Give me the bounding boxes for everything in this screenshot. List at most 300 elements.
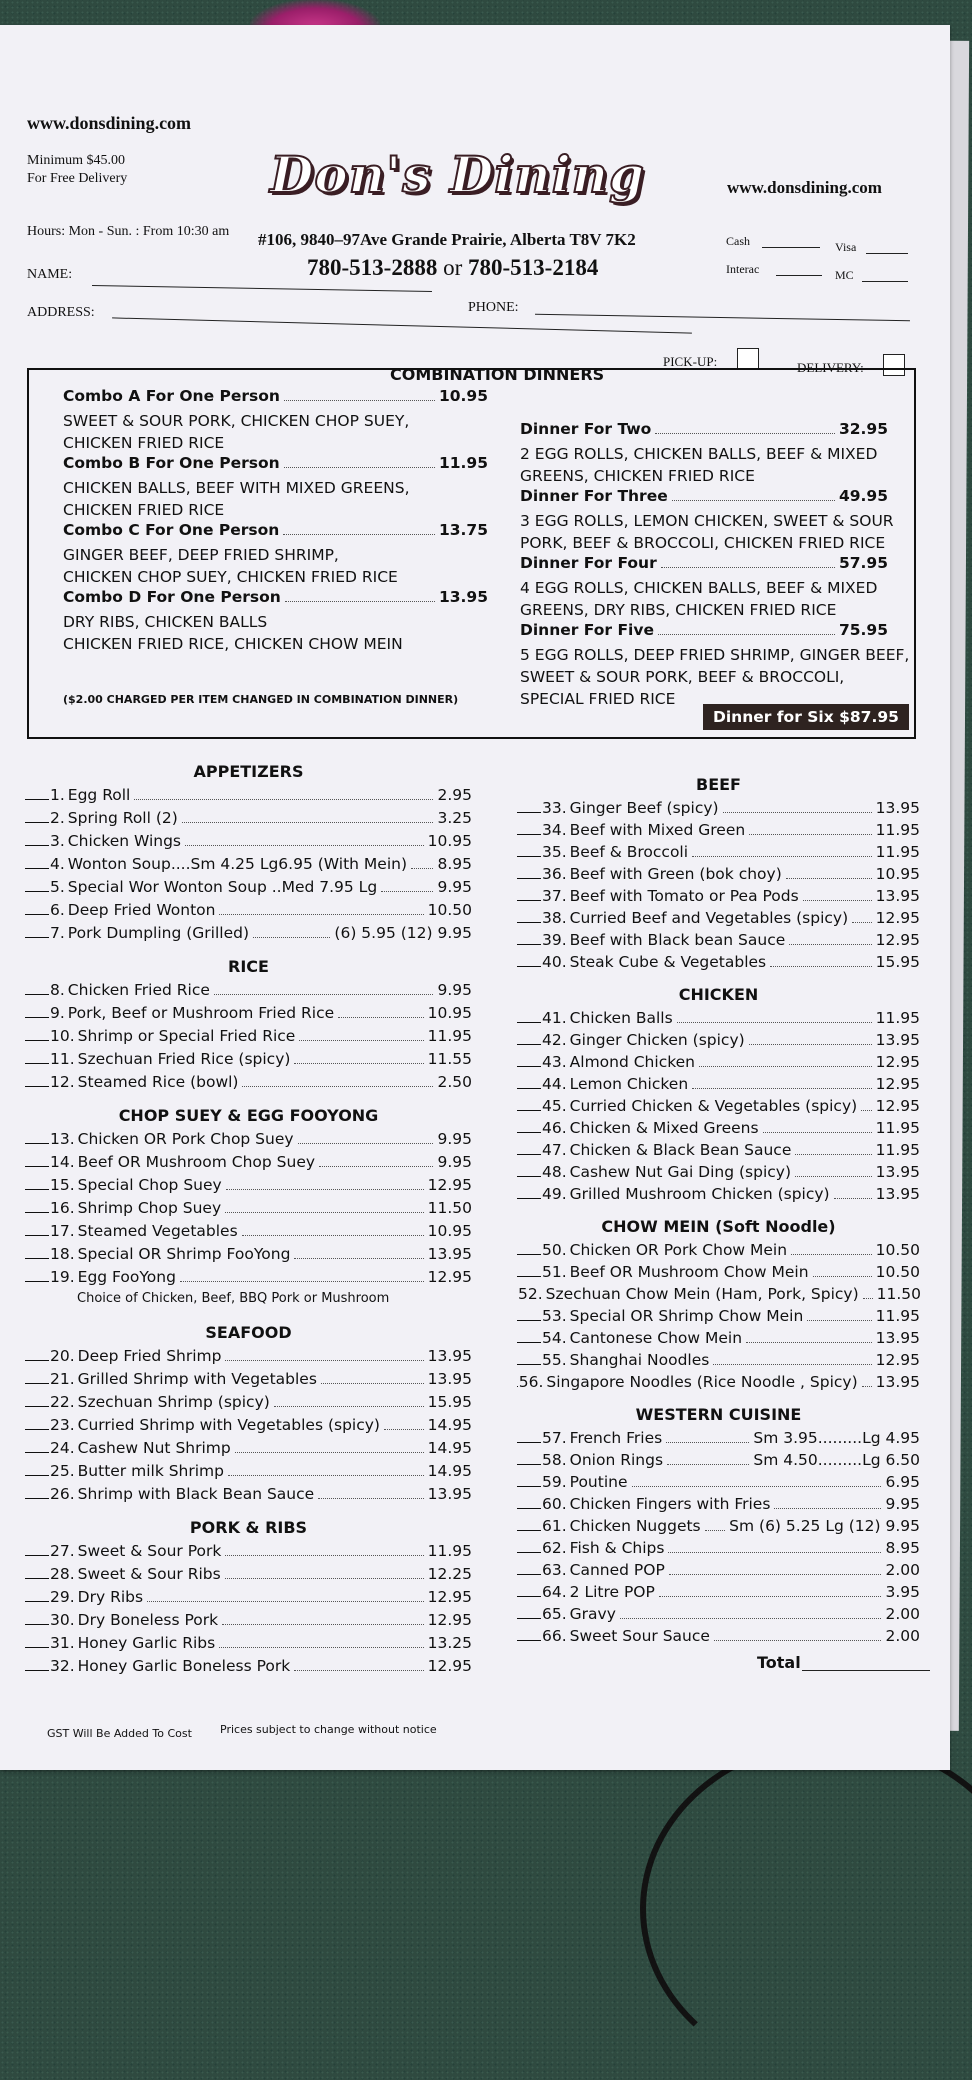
item-price: 12.95 xyxy=(875,1053,920,1071)
item-price: 14.95 xyxy=(427,1416,472,1434)
item-name: Chicken OR Pork Chop Suey xyxy=(77,1130,294,1148)
quantity-blank[interactable] xyxy=(25,1166,49,1167)
menu-item[interactable] xyxy=(25,1565,472,1583)
quantity-blank[interactable] xyxy=(517,812,541,813)
item-number: 23. xyxy=(50,1416,75,1434)
menu-item[interactable] xyxy=(25,1416,472,1434)
item-name: Steamed Vegetables xyxy=(77,1222,238,1240)
item-number: 18. xyxy=(50,1245,75,1263)
pay-mc-line[interactable] xyxy=(862,281,908,282)
item-number: 21. xyxy=(50,1370,75,1388)
combo-description: SPECIAL FRIED RICE xyxy=(520,690,676,708)
item-number: 8. xyxy=(50,981,65,999)
quantity-blank[interactable] xyxy=(517,1618,541,1619)
quantity-blank[interactable] xyxy=(517,856,541,857)
combo-name: Dinner For Four xyxy=(520,554,657,572)
dot-leader xyxy=(795,1176,872,1177)
menu-item[interactable] xyxy=(517,1473,920,1491)
menu-item[interactable] xyxy=(517,1075,920,1093)
item-name: Szechuan Chow Mein (Ham, Pork, Spicy) xyxy=(545,1285,859,1303)
menu-item[interactable] xyxy=(25,786,472,804)
menu-item[interactable] xyxy=(517,909,920,927)
quantity-blank[interactable] xyxy=(25,1383,49,1384)
gst-note: GST Will Be Added To Cost xyxy=(47,1727,192,1740)
item-name: Curried Shrimp with Vegetables (spicy) xyxy=(77,1416,380,1434)
item-name: Szechuan Shrimp (spicy) xyxy=(77,1393,270,1411)
quantity-blank[interactable] xyxy=(517,878,541,879)
item-price: 8.95 xyxy=(437,855,472,873)
quantity-blank[interactable] xyxy=(517,944,541,945)
quantity-blank[interactable] xyxy=(517,1552,541,1553)
quantity-blank[interactable] xyxy=(517,1320,541,1321)
quantity-blank[interactable] xyxy=(25,845,49,846)
quantity-blank[interactable] xyxy=(25,1189,49,1190)
menu-item[interactable] xyxy=(517,1373,920,1391)
dot-leader xyxy=(228,1475,424,1476)
dot-leader xyxy=(225,1578,424,1579)
menu-item[interactable] xyxy=(517,1605,920,1623)
dot-leader xyxy=(834,1198,872,1199)
dot-leader xyxy=(283,534,435,535)
menu-item[interactable] xyxy=(25,1245,472,1263)
dot-leader xyxy=(807,1320,871,1321)
menu-item[interactable] xyxy=(517,843,920,861)
quantity-blank[interactable] xyxy=(25,1498,49,1499)
dot-leader xyxy=(235,1452,424,1453)
dot-leader xyxy=(134,799,433,800)
item-name: Honey Garlic Ribs xyxy=(77,1634,216,1652)
dot-leader xyxy=(253,937,330,938)
quantity-blank[interactable] xyxy=(517,922,541,923)
combo-item-title[interactable] xyxy=(520,420,888,438)
item-number: 32. xyxy=(50,1657,75,1675)
quantity-blank[interactable] xyxy=(25,799,49,800)
item-price: 11.55 xyxy=(427,1050,472,1068)
phone-field[interactable] xyxy=(535,314,910,322)
menu-item[interactable] xyxy=(25,1370,472,1388)
menu-item[interactable] xyxy=(517,1539,920,1557)
quantity-blank[interactable] xyxy=(517,1154,541,1155)
section-title-seafood: SEAFOOD xyxy=(205,1323,292,1342)
item-price: 9.95 xyxy=(437,1130,472,1148)
menu-item[interactable] xyxy=(517,1141,920,1159)
pickup-checkbox[interactable] xyxy=(737,348,759,370)
pay-visa-line[interactable] xyxy=(866,253,908,254)
menu-item[interactable] xyxy=(25,901,472,919)
quantity-blank[interactable] xyxy=(517,1176,541,1177)
menu-item[interactable] xyxy=(517,1097,920,1115)
quantity-blank[interactable] xyxy=(25,822,49,823)
quantity-blank[interactable] xyxy=(25,937,49,938)
item-price: 10.95 xyxy=(427,1222,472,1240)
quantity-blank[interactable] xyxy=(517,1276,541,1277)
combo-name: Dinner For Five xyxy=(520,621,654,639)
item-number: 13. xyxy=(50,1130,75,1148)
item-name: Pork Dumpling (Grilled) xyxy=(67,924,250,942)
quantity-blank[interactable] xyxy=(517,1198,541,1199)
quantity-blank[interactable] xyxy=(25,1624,49,1625)
menu-item[interactable] xyxy=(25,1222,472,1240)
quantity-blank[interactable] xyxy=(517,1132,541,1133)
menu-item[interactable] xyxy=(25,855,472,873)
menu-item[interactable] xyxy=(517,1031,920,1049)
item-name: Lemon Chicken xyxy=(569,1075,689,1093)
quantity-blank[interactable] xyxy=(25,994,49,995)
item-name: Chicken Nuggets xyxy=(569,1517,701,1535)
pay-interac-line[interactable] xyxy=(776,275,822,276)
item-name: Beef with Tomato or Pea Pods xyxy=(569,887,799,905)
cable xyxy=(640,1738,972,2080)
menu-item[interactable] xyxy=(25,1153,472,1171)
item-number: 42. xyxy=(542,1031,567,1049)
menu-item[interactable] xyxy=(25,832,472,850)
item-price: 14.95 xyxy=(427,1462,472,1480)
item-name: Pork, Beef or Mushroom Fried Rice xyxy=(67,1004,335,1022)
combo-description: CHICKEN CHOP SUEY, CHICKEN FRIED RICE xyxy=(63,568,398,586)
item-name: Almond Chicken xyxy=(569,1053,695,1071)
item-number: 36. xyxy=(542,865,567,883)
quantity-blank[interactable] xyxy=(25,1143,49,1144)
dot-leader xyxy=(774,1508,881,1509)
menu-item[interactable] xyxy=(517,1119,920,1137)
item-number: 24. xyxy=(50,1439,75,1457)
menu-item[interactable] xyxy=(517,1329,920,1347)
quantity-blank[interactable] xyxy=(25,914,49,915)
menu-item[interactable] xyxy=(517,1263,920,1281)
item-price: 13.95 xyxy=(427,1370,472,1388)
quantity-blank[interactable] xyxy=(25,1017,49,1018)
dot-leader xyxy=(338,1017,423,1018)
phone-2[interactable]: 780-513-2184 xyxy=(468,255,599,280)
menu-item[interactable] xyxy=(25,1462,472,1480)
dot-leader xyxy=(285,601,435,602)
quantity-blank[interactable] xyxy=(25,1578,49,1579)
quantity-blank[interactable] xyxy=(25,1555,49,1556)
quantity-blank[interactable] xyxy=(25,1212,49,1213)
pay-mc-label: MC xyxy=(835,268,854,282)
dot-leader xyxy=(225,1555,423,1556)
quantity-blank[interactable] xyxy=(25,1040,49,1041)
item-price: 3.25 xyxy=(437,809,472,827)
item-price: 12.25 xyxy=(427,1565,472,1583)
menu-item[interactable] xyxy=(517,1009,920,1027)
item-price: 3.95 xyxy=(885,1583,920,1601)
menu-item[interactable] xyxy=(25,1657,472,1675)
combo-price: 10.95 xyxy=(438,387,488,405)
item-name: Chicken Fried Rice xyxy=(67,981,210,999)
item-name: Chicken Balls xyxy=(569,1009,673,1027)
combo-item-title[interactable] xyxy=(520,554,888,572)
item-number: 12. xyxy=(50,1073,75,1091)
quantity-blank[interactable] xyxy=(25,891,49,892)
menu-item[interactable] xyxy=(25,878,472,896)
quantity-blank[interactable] xyxy=(517,1088,541,1089)
quantity-blank[interactable] xyxy=(25,1452,49,1453)
quantity-blank[interactable] xyxy=(25,1281,49,1282)
quantity-blank[interactable] xyxy=(25,1235,49,1236)
item-price: Sm (6) 5.25 Lg (12) 9.95 xyxy=(729,1517,920,1535)
item-price: 13.95 xyxy=(875,1329,920,1347)
quantity-blank[interactable] xyxy=(25,1647,49,1648)
menu-item[interactable] xyxy=(517,821,920,839)
combo-item-title[interactable] xyxy=(520,621,888,639)
combo-description: 3 EGG ROLLS, LEMON CHICKEN, SWEET & SOUR xyxy=(520,512,894,530)
menu-item[interactable] xyxy=(25,1268,472,1286)
menu-item[interactable] xyxy=(517,931,920,949)
menu-item[interactable] xyxy=(25,924,472,942)
phone-numbers xyxy=(307,255,598,281)
item-name: Chicken Fingers with Fries xyxy=(569,1495,771,1513)
item-name: Chicken Wings xyxy=(67,832,182,850)
section-title-chicken: CHICKEN xyxy=(678,985,759,1004)
combo-name: Combo A For One Person xyxy=(63,387,280,405)
dot-leader xyxy=(284,467,435,468)
item-price: 11.95 xyxy=(875,1119,920,1137)
menu-item[interactable] xyxy=(517,1561,920,1579)
section-title-rice: RICE xyxy=(228,957,269,976)
combo-item-title[interactable] xyxy=(63,588,488,606)
quantity-blank[interactable] xyxy=(25,1429,49,1430)
quantity-blank[interactable] xyxy=(517,1464,541,1465)
prices-note: Prices subject to change without notice xyxy=(220,1723,437,1736)
quantity-blank[interactable] xyxy=(517,900,541,901)
menu-item[interactable] xyxy=(25,1485,472,1503)
quantity-blank[interactable] xyxy=(25,1360,49,1361)
item-name: Curried Beef and Vegetables (spicy) xyxy=(569,909,849,927)
dot-leader xyxy=(661,567,835,568)
quantity-blank[interactable] xyxy=(517,1254,541,1255)
item-price: 13.95 xyxy=(875,1031,920,1049)
quantity-blank[interactable] xyxy=(517,1022,541,1023)
item-name: Fish & Chips xyxy=(569,1539,665,1557)
item-number: 65. xyxy=(542,1605,567,1623)
menu-item[interactable] xyxy=(517,887,920,905)
menu-item[interactable] xyxy=(25,1439,472,1457)
item-price: 13.95 xyxy=(875,1373,920,1391)
item-price: 12.95 xyxy=(875,1097,920,1115)
item-number: 19. xyxy=(50,1268,75,1286)
dot-leader xyxy=(321,1383,424,1384)
phone-label: PHONE: xyxy=(468,300,519,315)
combo-item-title[interactable] xyxy=(63,387,488,405)
dot-leader xyxy=(632,1486,882,1487)
item-price: 12.95 xyxy=(875,1075,920,1093)
dot-leader xyxy=(226,1189,424,1190)
item-price: 12.95 xyxy=(427,1588,472,1606)
dot-leader xyxy=(699,1066,872,1067)
item-price: 2.00 xyxy=(885,1605,920,1623)
item-price: 10.50 xyxy=(427,901,472,919)
item-number: 14. xyxy=(50,1153,75,1171)
menu-item[interactable] xyxy=(25,1130,472,1148)
dot-leader xyxy=(298,1143,434,1144)
combo-price: 11.95 xyxy=(438,454,488,472)
combo-price: 49.95 xyxy=(838,487,888,505)
item-price: 14.95 xyxy=(427,1439,472,1457)
phone-or: or xyxy=(443,255,463,280)
quantity-blank[interactable] xyxy=(517,1442,541,1443)
quantity-blank[interactable] xyxy=(517,1386,518,1387)
item-number: 43. xyxy=(542,1053,567,1071)
menu-item[interactable] xyxy=(517,865,920,883)
quantity-blank[interactable] xyxy=(517,834,541,835)
menu-item[interactable] xyxy=(517,1285,920,1303)
item-number: 40. xyxy=(542,953,567,971)
menu-item[interactable] xyxy=(25,1634,472,1652)
item-number: 60. xyxy=(542,1495,567,1513)
item-price: 11.95 xyxy=(875,843,920,861)
name-field[interactable] xyxy=(92,285,432,292)
pay-cash-line[interactable] xyxy=(762,247,820,248)
menu-item[interactable] xyxy=(25,1027,472,1045)
menu-item[interactable] xyxy=(25,809,472,827)
quantity-blank[interactable] xyxy=(25,1063,49,1064)
menu-item[interactable] xyxy=(517,1241,920,1259)
combo-item-title[interactable] xyxy=(520,487,888,505)
item-name: Beef with Green (bok choy) xyxy=(569,865,782,883)
item-price: 11.95 xyxy=(427,1542,472,1560)
quantity-blank[interactable] xyxy=(517,1110,541,1111)
item-number: 38. xyxy=(542,909,567,927)
quantity-blank[interactable] xyxy=(517,1342,541,1343)
quantity-blank[interactable] xyxy=(517,1486,541,1487)
dot-leader xyxy=(666,1442,749,1443)
phone-1[interactable]: 780-513-2888 xyxy=(307,255,438,280)
menu-item[interactable] xyxy=(25,1004,472,1022)
item-name: Onion Rings xyxy=(569,1451,664,1469)
quantity-blank[interactable] xyxy=(517,966,541,967)
item-name: Beef & Broccoli xyxy=(569,843,689,861)
quantity-blank[interactable] xyxy=(517,1066,541,1067)
dot-leader xyxy=(668,1552,881,1553)
menu-item[interactable] xyxy=(25,1347,472,1365)
quantity-blank[interactable] xyxy=(25,868,49,869)
menu-item[interactable] xyxy=(25,1176,472,1194)
menu-item[interactable] xyxy=(517,799,920,817)
quantity-blank[interactable] xyxy=(517,1508,541,1509)
item-price: 10.50 xyxy=(875,1241,920,1259)
menu-item[interactable] xyxy=(25,1393,472,1411)
menu-item[interactable] xyxy=(517,1583,920,1601)
item-number: 64. xyxy=(542,1583,567,1601)
item-number: 6. xyxy=(50,901,65,919)
dot-leader xyxy=(705,1530,726,1531)
menu-sheet xyxy=(0,25,950,1770)
combo-description: SWEET & SOUR PORK, BEEF & BROCCOLI, xyxy=(520,668,845,686)
item-price: 10.50 xyxy=(875,1263,920,1281)
item-number: 54. xyxy=(542,1329,567,1347)
quantity-blank[interactable] xyxy=(25,1258,49,1259)
min-delivery-2: For Free Delivery xyxy=(27,171,128,186)
combo-item-title[interactable] xyxy=(63,521,488,539)
item-name: 2 Litre POP xyxy=(569,1583,655,1601)
menu-item[interactable] xyxy=(517,1307,920,1325)
item-number: 10. xyxy=(50,1027,75,1045)
item-price: 10.95 xyxy=(427,1004,472,1022)
combo-description: GREENS, DRY RIBS, CHICKEN FRIED RICE xyxy=(520,601,837,619)
item-number: 28. xyxy=(50,1565,75,1583)
dot-leader xyxy=(411,868,433,869)
combo-price: 13.95 xyxy=(438,588,488,606)
menu-item[interactable] xyxy=(517,1351,920,1369)
item-number: 47. xyxy=(542,1141,567,1159)
item-price: 11.95 xyxy=(427,1027,472,1045)
combo-name: Combo B For One Person xyxy=(63,454,280,472)
item-number: 9. xyxy=(50,1004,65,1022)
address-field[interactable] xyxy=(112,317,692,333)
quantity-blank[interactable] xyxy=(517,1596,541,1597)
menu-item[interactable] xyxy=(25,1542,472,1560)
item-number: 35. xyxy=(542,843,567,861)
item-number: 55. xyxy=(542,1351,567,1369)
item-price: 13.95 xyxy=(427,1245,472,1263)
menu-item[interactable] xyxy=(25,1050,472,1068)
combo-name: Dinner For Two xyxy=(520,420,652,438)
dot-leader xyxy=(214,994,434,995)
quantity-blank[interactable] xyxy=(25,1086,49,1087)
website-top[interactable]: www.donsdining.com xyxy=(27,113,192,133)
quantity-blank[interactable] xyxy=(517,1364,541,1365)
combo-description: CHICKEN BALLS, BEEF WITH MIXED GREENS, xyxy=(63,479,410,497)
item-name: Beef with Black bean Sauce xyxy=(569,931,786,949)
menu-item[interactable] xyxy=(25,1588,472,1606)
item-price: 12.95 xyxy=(427,1176,472,1194)
item-number: 29. xyxy=(50,1588,75,1606)
menu-item[interactable] xyxy=(517,1053,920,1071)
quantity-blank[interactable] xyxy=(25,1601,49,1602)
menu-item[interactable] xyxy=(25,1073,472,1091)
menu-item[interactable] xyxy=(25,981,472,999)
item-number: 37. xyxy=(542,887,567,905)
item-name: Ginger Beef (spicy) xyxy=(569,799,719,817)
item-price: 13.95 xyxy=(875,1163,920,1181)
item-name: Grilled Mushroom Chicken (spicy) xyxy=(569,1185,830,1203)
menu-item[interactable] xyxy=(517,1495,920,1513)
dot-leader xyxy=(749,1044,872,1045)
quantity-blank[interactable] xyxy=(517,1530,541,1531)
item-price: 13.95 xyxy=(427,1347,472,1365)
menu-item[interactable] xyxy=(517,1451,920,1469)
pay-cash-label: Cash xyxy=(726,234,750,248)
dot-leader xyxy=(147,1601,424,1602)
combo-item-title[interactable] xyxy=(63,454,488,472)
quantity-blank[interactable] xyxy=(517,1044,541,1045)
dot-leader xyxy=(219,1647,423,1648)
menu-item[interactable] xyxy=(517,1185,920,1203)
item-number: 31. xyxy=(50,1634,75,1652)
quantity-blank[interactable] xyxy=(25,1475,49,1476)
quantity-blank[interactable] xyxy=(25,1406,49,1407)
combo-description: CHICKEN FRIED RICE xyxy=(63,434,225,452)
menu-item[interactable] xyxy=(517,1627,920,1645)
website-right[interactable]: www.donsdining.com xyxy=(727,178,882,197)
dot-leader xyxy=(713,1364,871,1365)
min-delivery-1: Minimum $45.00 xyxy=(27,153,126,168)
item-name: Gravy xyxy=(569,1605,616,1623)
quantity-blank[interactable] xyxy=(25,1670,49,1671)
item-number: 59. xyxy=(542,1473,567,1491)
menu-item[interactable] xyxy=(25,1199,472,1217)
quantity-blank[interactable] xyxy=(517,1574,541,1575)
menu-item[interactable] xyxy=(517,1163,920,1181)
menu-item[interactable] xyxy=(517,1517,920,1535)
menu-item[interactable] xyxy=(25,1611,472,1629)
total-field[interactable] xyxy=(802,1670,930,1671)
menu-item[interactable] xyxy=(517,1429,920,1447)
quantity-blank[interactable] xyxy=(517,1640,541,1641)
item-number: 66. xyxy=(542,1627,567,1645)
menu-item[interactable] xyxy=(517,953,920,971)
